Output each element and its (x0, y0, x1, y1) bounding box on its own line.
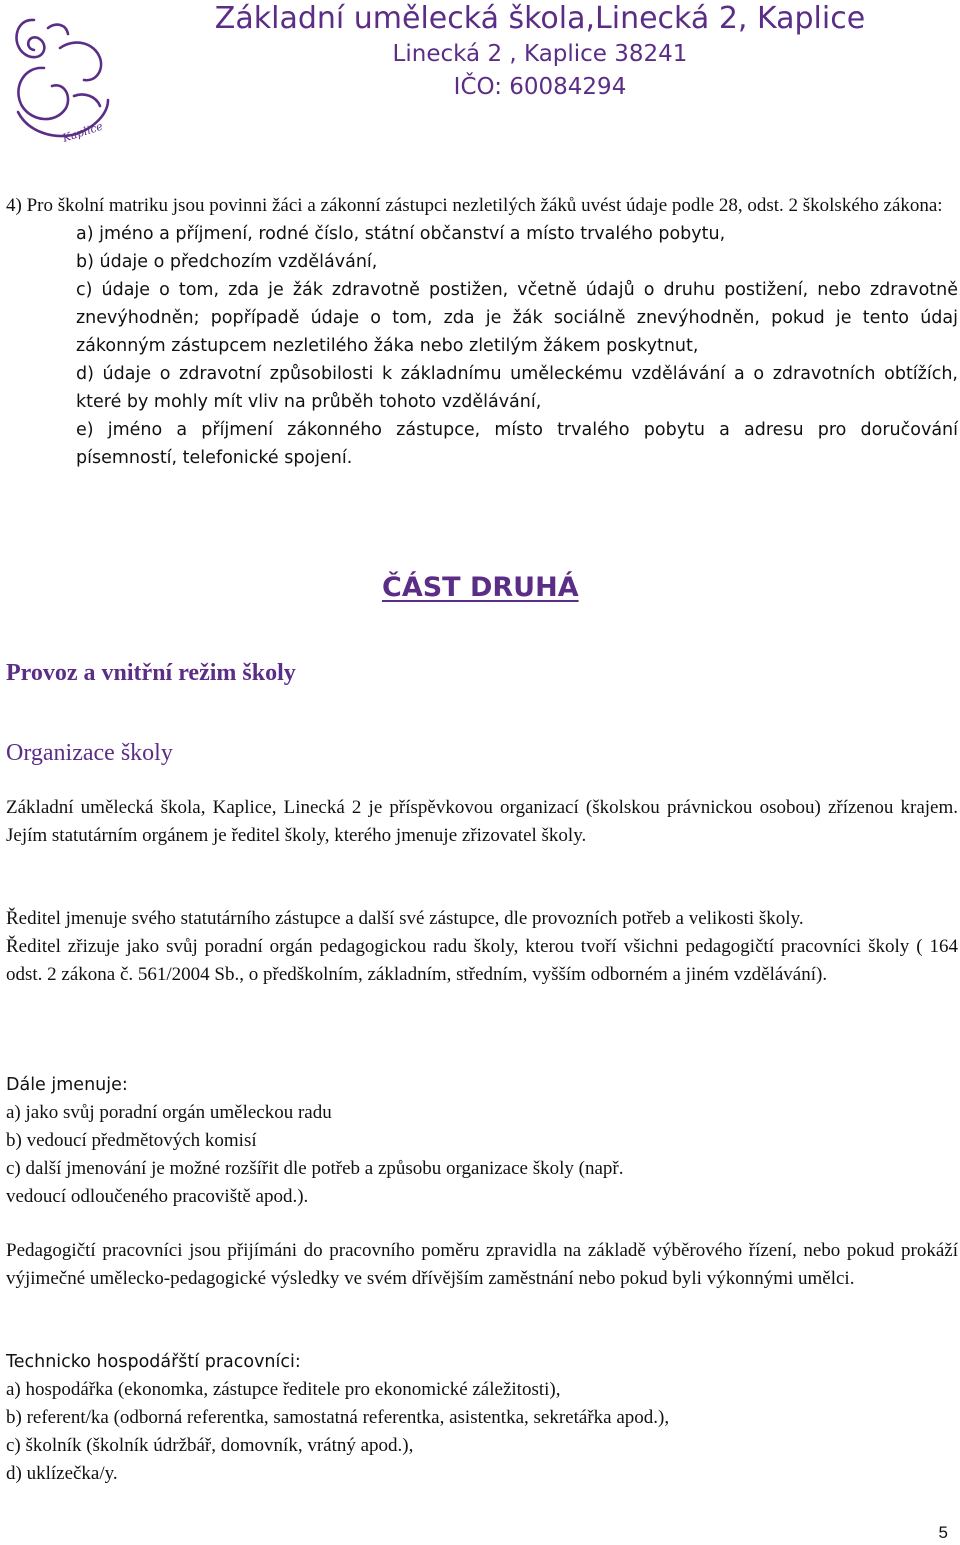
org-paragraph-2 (6, 905, 958, 989)
dale-item-c-cont: vedoucí odloučeného pracoviště apod.). (6, 1186, 309, 1207)
school-ico: IČO: 60084294 (453, 74, 627, 100)
ped-paragraph (6, 1237, 958, 1293)
dale-item-a: a) jako svůj poradní orgán uměleckou radu (6, 1102, 332, 1123)
tech-item-d: d) uklízečka/y. (6, 1463, 118, 1484)
tech-label: Technicko hospodářští pracovníci: (6, 1352, 301, 1372)
letterhead (0, 0, 960, 150)
page-number: 5 (938, 1523, 948, 1542)
tech-item-a: a) hospodářka (ekonomka, zástupce ředitele pro ekonomické záležitosti), (6, 1379, 561, 1400)
letterhead-text (120, 0, 960, 104)
part-title: ČÁST DRUHÁ (382, 572, 579, 603)
section4-item-b: b) údaje o předchozím vzdělávání, (76, 252, 378, 272)
dale-jmenuje-list (6, 1071, 958, 1211)
tech-item-c: c) školník (školník údržbář, domovník, vrátný apod.), (6, 1435, 414, 1456)
dale-label: Dále jmenuje: (6, 1075, 128, 1095)
section4-item-c: c) údaje o tom, zda je žák zdravotně postižen, včetně údajů o druhu postižení, nebo zdravotně znevýhodněn; popřípadě údaje o tom, zda je žák sociálně znevýhodněn, pokud je tento údaj zákonným zástupcem nezletilého žáka nebo zletilým žákem poskytnut, (76, 280, 958, 356)
section4-item-e: e) jméno a příjmení zákonného zástupce, místo trvalého pobytu a adresu pro doručování písemností, telefonické spojení. (76, 420, 958, 468)
section4-item-d: d) údaje o zdravotní způsobilosti k základnímu uměleckému vzdělávání a o zdravotních obtížích, které by mohly mít vliv na průběh tohoto vzdělávání, (76, 364, 958, 412)
tech-item-b: b) referent/ka (odborná referentka, samostatná referentka, asistentka, sekretářka apod.), (6, 1407, 670, 1428)
section4-intro: 4) Pro školní matriku jsou povinni žáci a zákonní zástupci nezletilých žáků uvést údaje podle 28, odst. 2 školského zákona: (6, 195, 943, 216)
org-p3: Ředitel zřizuje jako svůj poradní orgán pedagogickou radu školy, kterou tvoří všichni pedagogičtí pracovníci školy ( 164 odst. 2 zákona č. 561/2004 Sb., o předškolním, základním, středním, vyšším odborném a jiném vzdělávání). (6, 936, 958, 985)
section-4-matrika (6, 192, 958, 472)
org-p1: Základní umělecká škola, Kaplice, Linecká 2 je příspěvkovou organizací (školskou právnickou osobou) zřízenou krajem. Jejím statutárním orgánem je ředitel školy, kterého jmenuje zřizovatel školy. (6, 797, 958, 846)
ped-text: Pedagogičtí pracovníci jsou přijímáni do pracovního poměru zpravidla na základě výběrového řízení, nebo pokud prokáží výjimečné umělecko-pedagogické výsledky ve svém dřívějším zaměstnání nebo pokud byli výkonnými umělci. (6, 1240, 958, 1289)
school-name: Základní umělecká škola,Linecká 2, Kaplice (214, 1, 866, 36)
school-logo-icon (4, 8, 116, 146)
org-p2: Ředitel jmenuje svého statutárního zástupce a další své zástupce, dle provozních potřeb a velikosti školy. (6, 908, 804, 929)
school-address: Linecká 2 , Kaplice 38241 (392, 41, 688, 67)
tech-list (6, 1348, 958, 1488)
dale-item-b: b) vedoucí předmětových komisí (6, 1130, 257, 1151)
section4-item-a: a) jméno a příjmení, rodné číslo, státní občanství a místo trvalého pobytu, (76, 224, 726, 244)
heading-provoz: Provoz a vnitřní režim školy (6, 660, 296, 686)
logo-text: Kaplice (60, 119, 105, 145)
heading-organizace: Organizace školy (6, 740, 173, 766)
dale-item-c: c) další jmenování je možné rozšířit dle potřeb a způsobu organizace školy (např. (6, 1158, 624, 1179)
org-paragraph-1 (6, 794, 958, 850)
